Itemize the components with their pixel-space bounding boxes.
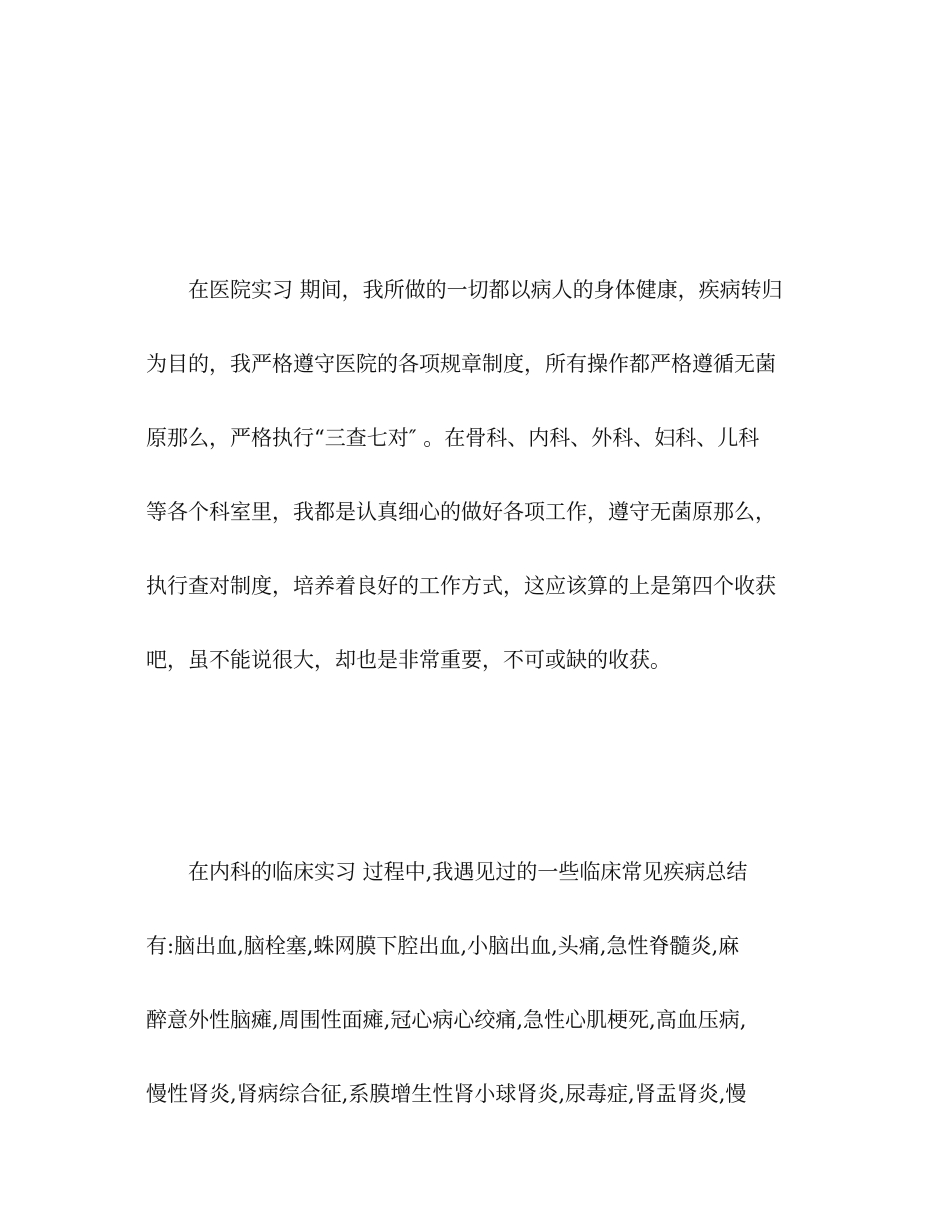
- paragraph-1-line-3: 原那么，严格执行“三查七对″ 。在骨科、内科、外科、妇科、儿科: [146, 426, 760, 450]
- paragraph-2-line-3: 醉意外性脑瘫,周围性面瘫,冠心病心绞痛,急性心肌梗死,高血压病,: [146, 1008, 747, 1032]
- paragraph-1-line-1: 在医院实习 期间，我所做的一切都以病人的身体健康，疾病转归: [188, 278, 783, 302]
- paragraph-2-line-1: 在内科的临床实习 过程中,我遇见过的一些临床常见疾病总结: [188, 860, 748, 884]
- paragraph-1-line-5: 执行查对制度，培养着良好的工作方式，这应该算的上是第四个收获: [146, 574, 776, 598]
- paragraph-1-line-6: 吧，虽不能说很大，却也是非常重要，不可或缺的收获。: [146, 648, 671, 672]
- paragraph-2-line-2: 有:脑出血,脑栓塞,蛛网膜下腔出血,小脑出血,头痛,急性脊髓炎,麻: [146, 934, 740, 958]
- paragraph-1-line-4: 等各个科室里，我都是认真细心的做好各项工作，遵守无菌原那么，: [146, 500, 776, 524]
- paragraph-2-line-4: 慢性肾炎,肾病综合征,系膜增生性肾小球肾炎,尿毒症,肾盂肾炎,慢: [146, 1082, 747, 1106]
- paragraph-1-line-2: 为目的，我严格遵守医院的各项规章制度，所有操作都严格遵循无菌: [146, 352, 776, 376]
